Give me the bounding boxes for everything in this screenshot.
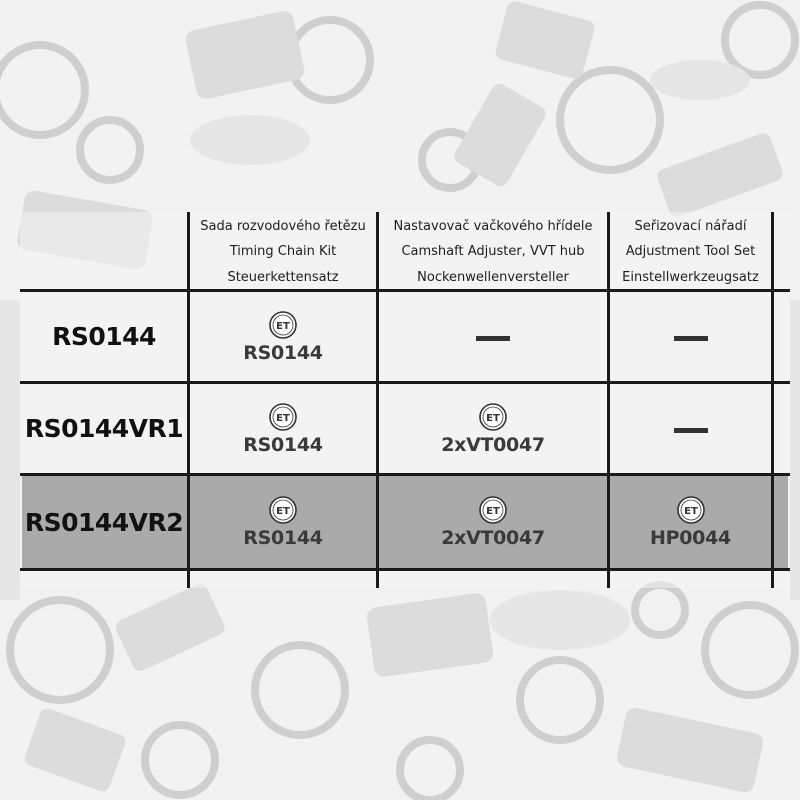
row-label: RS0144 xyxy=(52,322,156,351)
part-code: RS0144 xyxy=(243,527,323,549)
et-logo-icon xyxy=(268,310,298,340)
empty-dash xyxy=(674,428,708,433)
table-cell xyxy=(610,292,771,381)
part-code: RS0144 xyxy=(243,433,323,456)
column-header-timing-chain-kit xyxy=(190,214,376,290)
column-header-line: Adjustment Tool Set xyxy=(625,244,756,260)
svg-text:ET: ET xyxy=(276,320,290,332)
column-header-adjustment-tool-set xyxy=(610,214,771,290)
table-cell xyxy=(610,476,771,568)
svg-text:ET: ET xyxy=(276,506,290,517)
column-header-line: Nastavovač vačkového hřídele xyxy=(393,219,593,235)
svg-text:ET: ET xyxy=(276,412,290,424)
table-cell xyxy=(190,292,376,381)
et-logo-icon xyxy=(478,495,508,525)
svg-text:ET: ET xyxy=(486,412,500,424)
table-cell xyxy=(379,476,607,568)
column-header-line: Einstellwerkzeugsatz xyxy=(622,269,759,285)
et-logo-icon xyxy=(676,495,706,525)
table-cell xyxy=(610,384,771,473)
part-code: HP0044 xyxy=(650,527,731,549)
grid-line-vertical xyxy=(771,212,774,588)
empty-dash xyxy=(674,336,708,341)
column-header-line: Camshaft Adjuster, VVT hub xyxy=(401,244,585,260)
empty-dash xyxy=(476,336,510,341)
column-header-line: Seřizovací nářadí xyxy=(634,219,747,235)
part-code: 2xVT0047 xyxy=(441,433,545,456)
et-logo-icon xyxy=(268,495,298,525)
et-logo-icon xyxy=(268,402,298,432)
table-cell xyxy=(379,384,607,473)
grid-line-horizontal xyxy=(20,568,790,571)
column-header-camshaft-adjuster xyxy=(379,214,607,290)
column-header-line: Steuerkettensatz xyxy=(227,269,339,285)
table-cell xyxy=(190,476,376,568)
svg-text:ET: ET xyxy=(486,506,500,517)
part-code: RS0144 xyxy=(243,341,323,364)
table-cell xyxy=(379,292,607,381)
row-label: RS0144VR2 xyxy=(24,507,184,537)
et-logo-icon xyxy=(478,402,508,432)
column-header-line: Sada rozvodového řetězu xyxy=(200,219,366,235)
table-cell xyxy=(190,384,376,473)
column-header-line: Nockenwellenversteller xyxy=(417,269,569,285)
row-label: RS0144VR1 xyxy=(24,414,184,443)
svg-text:ET: ET xyxy=(683,506,698,517)
column-header-line: Timing Chain Kit xyxy=(229,244,337,260)
part-code: 2xVT0047 xyxy=(441,527,545,549)
